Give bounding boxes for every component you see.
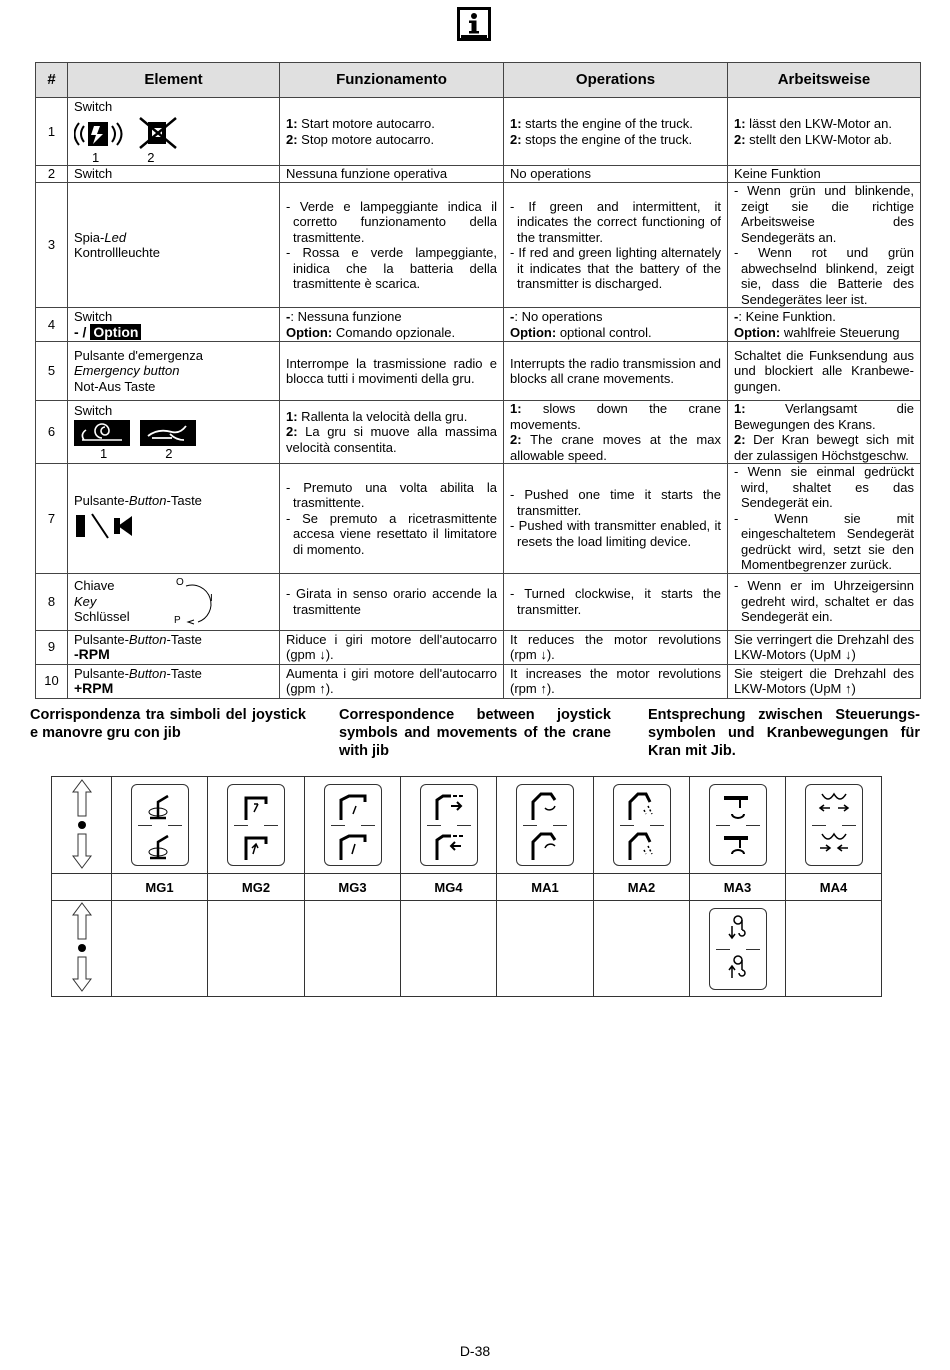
desc-de: Keine Funktion — [728, 166, 921, 183]
element-label: Chiave — [74, 578, 115, 594]
key-label: 1: — [510, 401, 522, 416]
col-header-element: Element — [68, 63, 280, 98]
joystick-label: MG4 — [401, 874, 497, 901]
desc-de: Sie verringert die Drehzahl des LKW-Motors (UpM ↓) — [728, 630, 921, 664]
blank-cell — [786, 901, 882, 997]
table-row — [36, 464, 921, 574]
element-label-de: -Taste — [166, 665, 202, 681]
desc-item: - Se premuto a ricetrasmittente accesa viene resettato il limitatore di momento. — [286, 511, 497, 558]
table-row — [36, 630, 921, 664]
snail-icon — [74, 420, 130, 446]
desc-text: La gru si muove alla massima velocità consentita. — [286, 424, 497, 455]
key-label: Option: — [286, 324, 333, 340]
table-row — [36, 401, 921, 464]
key-label: - — [286, 309, 291, 324]
joystick-label: MA3 — [690, 874, 786, 901]
desc-item: - Turned clockwise, it starts the transmitter. — [510, 586, 721, 617]
element-label: Pulsante d'emergenza — [74, 347, 203, 363]
desc-en — [504, 573, 728, 630]
joystick-label: MA1 — [497, 874, 594, 901]
joystick-label: MG1 — [112, 874, 208, 901]
engine-start-icon — [74, 118, 124, 150]
desc-text: Comando opzionale. — [332, 324, 456, 340]
desc-en — [504, 183, 728, 308]
desc-de — [728, 183, 921, 308]
page-number: D-38 — [459, 1343, 491, 1359]
desc-text: Der Kran bewegt sich mit der zulassigen Höchstgeschw. — [734, 432, 914, 463]
desc-text: wahlfreie Steuerung — [780, 324, 900, 340]
joystick-up-down-icon — [52, 901, 112, 997]
blank-cell — [52, 874, 112, 901]
row-num: 5 — [36, 342, 68, 401]
desc-item: - If green and intermittent, it indicates the correct functioning of the transmitter. — [510, 199, 721, 246]
desc-de — [728, 98, 921, 166]
row-num: 2 — [36, 166, 68, 183]
info-icon — [457, 7, 491, 41]
symbol-cell — [305, 777, 401, 874]
key-label: 2: — [734, 432, 746, 447]
symbol-cell — [690, 777, 786, 874]
row-num: 10 — [36, 664, 68, 698]
desc-it — [280, 464, 504, 574]
dash-symbol: - / — [74, 323, 87, 340]
element-label-de: Kontrollleuchte — [74, 245, 160, 260]
element-cell — [68, 308, 280, 342]
key-label: Option: — [734, 324, 781, 340]
key-label: - — [734, 309, 739, 324]
joystick-up-down-icon — [52, 777, 112, 874]
element-cell — [68, 573, 280, 630]
desc-it: Interrompe la trasmissione radio e blocca tutti i movimenti della gru. — [280, 342, 504, 401]
desc-en: Interrupts the radio transmission and blocks all crane movements. — [504, 342, 728, 401]
key-label: 1: — [286, 116, 298, 131]
joystick-label: MG2 — [208, 874, 305, 901]
symbol-cell — [112, 777, 208, 874]
row-num: 6 — [36, 401, 68, 464]
desc-text: : Keine Funktion. — [738, 309, 836, 324]
blank-cell — [305, 901, 401, 997]
desc-item: - Pushed one time it starts the transmitter. — [510, 487, 721, 518]
element-label-de: Not-Aus Taste — [74, 378, 156, 394]
element-label: Pulsante- — [74, 493, 129, 509]
controls-table — [35, 62, 921, 699]
desc-en — [504, 98, 728, 166]
row-num: 4 — [36, 308, 68, 342]
element-cell — [68, 342, 280, 401]
hare-icon — [140, 420, 196, 446]
engine-stop-icon — [138, 116, 178, 150]
element-label-en: Button — [128, 631, 167, 647]
desc-item: - Wenn sie mit eingeschaltetem Sendegerät gedrückt wird, setzt sie den Momentbegrenzer zurück. — [734, 511, 914, 573]
row-num: 9 — [36, 630, 68, 664]
symbol-cell — [208, 777, 305, 874]
key-label: 2: — [286, 131, 298, 147]
desc-item: - Pushed with transmitter enabled, it resets the load limiting device. — [510, 518, 721, 549]
joystick-label: MA2 — [594, 874, 690, 901]
element-label-en: Led — [104, 229, 127, 245]
symbol-cell — [786, 777, 882, 874]
emergency-button-icon — [74, 512, 134, 540]
desc-it: Nessuna funzione operativa — [280, 166, 504, 183]
key-label: Option: — [510, 324, 557, 340]
key-label: 2: — [510, 432, 522, 447]
symbol-num: 2 — [147, 149, 155, 165]
table-row — [36, 573, 921, 630]
desc-en — [504, 401, 728, 464]
element-label-de: Schlüssel — [74, 609, 130, 625]
desc-en: It reduces the motor revolutions (rpm ↓). — [504, 630, 728, 664]
desc-de — [728, 308, 921, 342]
symbol-cell — [401, 777, 497, 874]
row-num: 8 — [36, 573, 68, 630]
rpm-minus-label: -RPM — [74, 646, 110, 662]
element-label: Pulsante- — [74, 631, 129, 647]
desc-it: Riduce i giri motore dell'autocarro (gpm ↓). — [280, 630, 504, 664]
element-label: Switch — [74, 99, 113, 114]
desc-text: optional control. — [556, 324, 652, 340]
element-label-de: -Taste — [166, 631, 202, 647]
col-header-de: Arbeitsweise — [728, 63, 921, 98]
desc-item: - Wenn sie einmal gedrückt wird, shaltet es das Sendegerät ein. — [734, 464, 914, 511]
rpm-plus-label: +RPM — [74, 680, 114, 696]
blank-cell — [112, 901, 208, 997]
blank-cell — [208, 901, 305, 997]
key-label: 1: — [734, 116, 746, 131]
key-pos-p: P — [174, 614, 181, 626]
winch-icon — [709, 784, 767, 866]
desc-it — [280, 401, 504, 464]
key-label: 2: — [510, 131, 522, 147]
crane-movement-icon — [613, 784, 671, 866]
symbol-num: 2 — [165, 445, 173, 461]
desc-text: Verlangsamt die Bewegungen des Krans. — [734, 401, 914, 432]
crane-movement-icon — [805, 784, 863, 866]
desc-text: starts the engine of the truck. — [521, 116, 693, 131]
joystick-label: MG3 — [305, 874, 401, 901]
key-label: 1: — [286, 408, 298, 424]
desc-de: Schaltet die Funksendung aus und blockiert alle Kranbewe-gungen. — [728, 342, 921, 401]
key-pos-on: I — [210, 592, 213, 604]
key-label: 1: — [510, 116, 522, 131]
element-cell — [68, 664, 280, 698]
table-header-row — [36, 63, 921, 98]
desc-de — [728, 464, 921, 574]
desc-text: stellt den LKW-Motor ab. — [745, 131, 892, 147]
desc-item: - If red and green lighting alternately it indicates that the battery of the transmitter is discharged. — [510, 245, 721, 292]
crane-movement-icon — [516, 784, 574, 866]
section-heading-it: Corrispondenza tra simboli del joystick e manovre gru con jib — [30, 707, 306, 741]
desc-text: The crane moves at the max allowable speed. — [510, 432, 721, 463]
key-label: 2: — [734, 131, 746, 147]
desc-item: - Rossa e verde lampeggiante, inidica che la batteria della trasmittente è scarica. — [286, 245, 497, 292]
joystick-row-top — [52, 777, 882, 874]
element-label: Switch — [68, 166, 280, 183]
element-label-en: Button — [128, 665, 167, 681]
joystick-row-bottom — [52, 901, 882, 997]
winch-icon — [709, 908, 767, 990]
col-header-num: # — [36, 63, 68, 98]
table-row — [36, 183, 921, 308]
key-pos-off: O — [176, 576, 184, 588]
element-cell — [68, 630, 280, 664]
desc-it — [280, 308, 504, 342]
row-num: 1 — [36, 98, 68, 166]
table-row — [36, 166, 921, 183]
element-cell — [68, 98, 280, 166]
element-label: Switch — [74, 309, 113, 324]
desc-text: : Nessuna funzione — [290, 309, 402, 324]
desc-en — [504, 464, 728, 574]
desc-en: No operations — [504, 166, 728, 183]
desc-de — [728, 573, 921, 630]
crane-movement-icon — [324, 784, 382, 866]
desc-text: Rallenta la velocità della gru. — [297, 408, 468, 424]
joystick-table — [51, 776, 882, 997]
key-label: - — [510, 309, 515, 324]
table-row — [36, 308, 921, 342]
desc-en — [504, 308, 728, 342]
desc-item: - Wenn er im Uhrzeigersinn gedreht wird, schaltet er das Sendegerät ein. — [734, 578, 914, 625]
desc-item: - Verde e lampeggiante indica il corretto funzionamento della trasmittente. — [286, 199, 497, 246]
desc-it — [280, 98, 504, 166]
desc-text: slows down the crane movements. — [510, 401, 721, 432]
element-cell — [68, 464, 280, 574]
row-num: 3 — [36, 183, 68, 308]
col-header-it: Funzionamento — [280, 63, 504, 98]
symbol-cell — [497, 777, 594, 874]
element-label-en: Button — [128, 493, 167, 509]
element-label: Switch — [74, 403, 113, 418]
crane-movement-icon — [131, 784, 189, 866]
desc-text: lässt den LKW-Motor an. — [745, 116, 892, 131]
desc-text: Stop motore autocarro. — [297, 131, 435, 147]
desc-it — [280, 573, 504, 630]
element-cell — [68, 401, 280, 464]
option-symbol: Option — [90, 324, 141, 340]
desc-it: Aumenta i giri motore dell'autocarro (gpm ↑). — [280, 664, 504, 698]
section-heading-en: Correspondence between joystick symbols and movements of the crane with jib — [339, 707, 611, 759]
key-switch-icon — [168, 576, 228, 628]
desc-text: : No operations — [514, 309, 603, 324]
symbol-cell — [594, 777, 690, 874]
blank-cell — [497, 901, 594, 997]
symbol-cell — [690, 901, 786, 997]
symbol-num: 1 — [100, 445, 108, 461]
blank-cell — [401, 901, 497, 997]
desc-de — [728, 401, 921, 464]
joystick-label-row — [52, 874, 882, 901]
element-label-en: Key — [74, 593, 97, 609]
crane-movement-icon — [420, 784, 478, 866]
element-cell — [68, 183, 280, 308]
section-heading-de: Entsprechung zwischen Steuerungs-symbolen und Kranbewegungen für Kran mit Jib. — [648, 707, 920, 759]
desc-item: - Premuto una volta abilita la trasmittente. — [286, 480, 497, 511]
desc-item: - Girata in senso orario accende la trasmittente — [286, 586, 497, 617]
col-header-en: Operations — [504, 63, 728, 98]
desc-item: - Wenn grün und blinkende, zeigt sie die richtige Arbeitsweise des Sendegeräts an. — [734, 183, 914, 245]
desc-de: Sie steigert die Drehzahl des LKW-Motors (UpM ↑) — [728, 664, 921, 698]
desc-item: - Wenn rot und grün abwechselnd blinkend, zeigt sie, dass die Batterie des Sendegerätes leer ist. — [734, 245, 914, 307]
desc-text: stops the engine of the truck. — [521, 131, 693, 147]
table-row — [36, 342, 921, 401]
row-num: 7 — [36, 464, 68, 574]
key-label: 2: — [286, 424, 298, 440]
blank-cell — [594, 901, 690, 997]
desc-text: Start motore autocarro. — [297, 116, 435, 131]
key-label: 1: — [734, 401, 746, 416]
element-label-en: Emergency button — [74, 363, 180, 379]
element-label: Spia- — [74, 229, 105, 245]
symbol-num: 1 — [92, 149, 100, 165]
element-label-de: -Taste — [166, 493, 202, 509]
desc-it — [280, 183, 504, 308]
desc-en: It increases the motor revolutions (rpm ↑). — [504, 664, 728, 698]
crane-movement-icon — [227, 784, 285, 866]
element-label: Pulsante- — [74, 665, 129, 681]
table-row — [36, 98, 921, 166]
table-row — [36, 664, 921, 698]
joystick-label: MA4 — [786, 874, 882, 901]
